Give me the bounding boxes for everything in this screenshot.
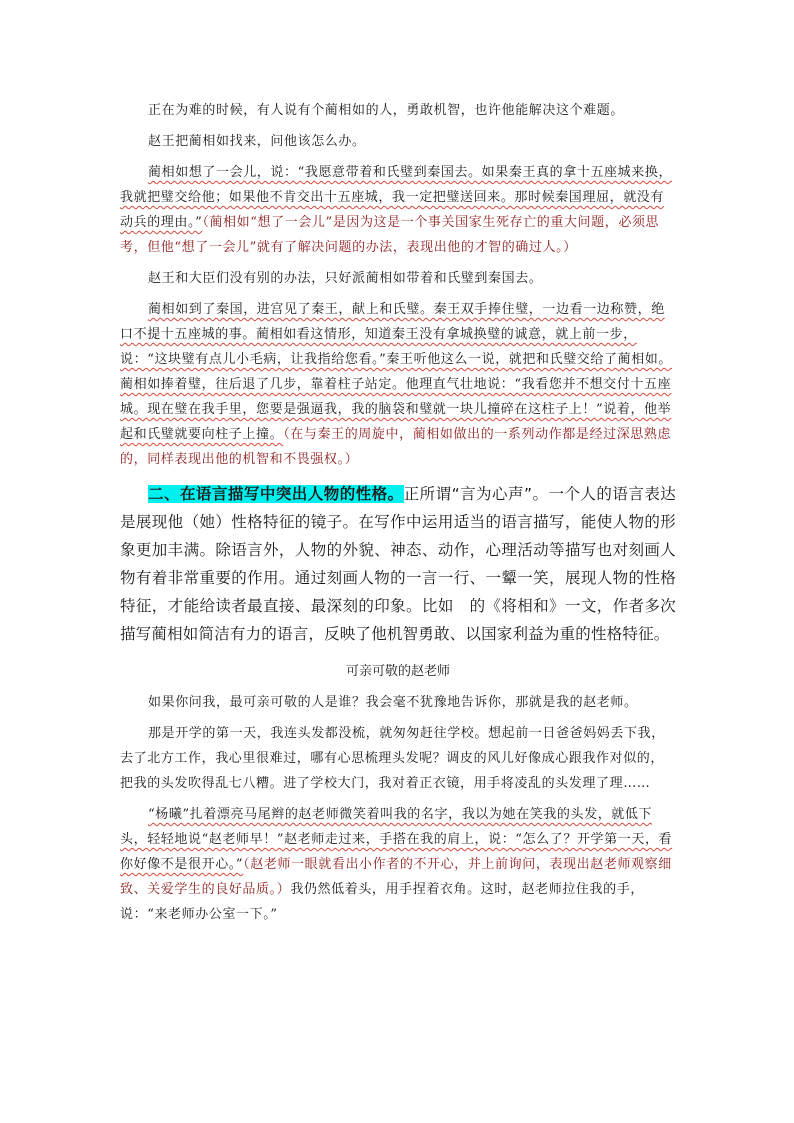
story-paragraph-3 — [120, 160, 676, 260]
section-paragraph — [120, 480, 676, 648]
composition-title: 可亲可敬的赵老师 — [345, 664, 450, 679]
composition-paragraph-2: 那是开学的第一天，我连头发都没梳，就匆匆赶往学校。想起前一日爸爸妈妈丢下我，去了北方工作，我心里很难过，哪有心思梳理头发呢？调皮的风儿好像成心跟我作对似的，把我的头发吹得乱七八糟。进了学校大门，我对着正衣镜，用手将凌乱的头发理了理…… — [120, 726, 665, 791]
underlined-passage: 蔺相如到了秦国，进宫见了秦王，献上和氏璧。秦王双手捧住璧，一边看一边称赞，绝口不提十五座城的事。蔺相如看这情形，知道秦王没有拿城换璧的诚意，就上前一步，说：“这块璧有点儿小毛病，让我指给您看。”秦王听他这么一说，就把和氏璧交给了蔺相如。蔺相如捧着璧，往后退了几步，靠着柱子站定。他理直气壮地说：“我看您并不想交付十五座城。现在璧在我手里，您要是强逼我，我的脑袋和璧就一块儿撞碎在这柱子上！”说着，他举起和氏璧就要向柱子上撞。 — [120, 302, 672, 442]
page-content — [120, 98, 676, 933]
story-paragraph-5 — [120, 297, 676, 472]
underlined-dialogue: 蔺相如想了一会儿，说：“我愿意带着和氏璧到秦国去。如果秦王真的拿十五座城来换，我就把璧交给他；如果他不肯交出十五座城，我一定把璧送回来。那时候秦国理屈，就没有动兵的理由。” — [120, 165, 673, 230]
section-body: 正所谓“言为心声”。一个人的语言表达是展现他（她）性格特征的镜子。在写作中运用适当的语言描写，能使人物的形象更加丰满。除语言外，人物的外貌、神态、动作，心理活动等描写也对刻画人物有着非常重要的作用。通过刻画人物的一言一行、一颦一笑，展现人物的性格特征，才能给读者最直接、最深刻的印象。比如 的《将相和》一文，作者多次描写蔺相如简洁有力的语言，反映了他机智勇敢、以国家利益为重的性格特征。 — [120, 485, 677, 643]
story-paragraph-1: 正在为难的时候，有人说有个蔺相如的人，勇敢机智，也许他能解决这个难题。 — [148, 103, 625, 118]
annotation-note: （在与秦王的周旋中，蔺相如做出的一系列动作都是经过深思熟虑的，同样表现出他的机智和不畏强权。） — [120, 427, 672, 467]
section-heading-highlight: 二、在语言描写中突出人物的性格。 — [148, 485, 404, 503]
story-paragraph-4: 赵王和大臣们没有别的办法，只好派蔺相如带着和氏璧到秦国去。 — [148, 271, 543, 286]
composition-paragraph-1: 如果你问我，最可亲可敬的人是谁？我会毫不犹豫地告诉你，那就是我的赵老师。 — [148, 695, 638, 710]
composition-paragraph-3 — [120, 802, 676, 927]
underlined-dialogue: “杨曦”扎着漂亮马尾辫的赵老师微笑着叫我的名字，我以为她在笑我的头发，就低下头，轻轻地说“赵老师早！”赵老师走过来，手搭在我的肩上，说：“怎么了？开学第一天，看你好像不是很开心。” — [120, 807, 673, 872]
story-paragraph-2: 赵王把蔺相如找来，问他该怎么办。 — [148, 134, 366, 149]
annotation-note: （蔺相如“想了一会儿”是因为这是一个事关国家生死存亡的重大问题，必须思考，但他“想了一会儿”就有了解决问题的办法，表现出他的才智的确过人。） — [120, 215, 660, 255]
annotation-note: （赵老师一眼就看出小作者的不开心，并上前询问，表现出赵老师观察细致、关爱学生的良好品质。） — [120, 857, 672, 897]
composition-continuation: 我仍然低着头，用手捏着衣角。这时，赵老师拉住我的手，说：“来老师办公室一下。” — [120, 882, 644, 922]
